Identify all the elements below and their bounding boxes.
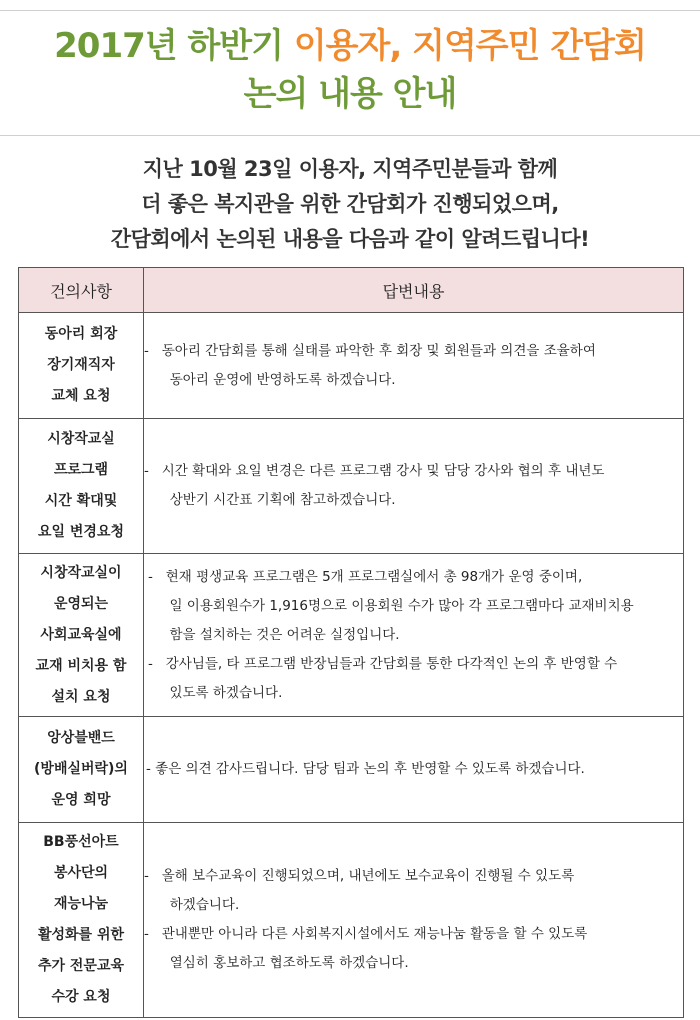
table-row — [19, 313, 684, 419]
answer-cell — [144, 823, 684, 1018]
qa-table — [18, 267, 684, 1018]
suggestion-line: 운영 희망 — [51, 792, 111, 808]
suggestion-line: 교체 요청 — [51, 388, 111, 404]
suggestion-cell — [19, 717, 144, 823]
answer-line: 상반기 시간표 기획에 참고하겠습니다. — [144, 492, 396, 508]
suggestion-cell — [19, 313, 144, 419]
suggestion-cell — [19, 823, 144, 1018]
suggestion-line: 시간 확대및 — [44, 493, 118, 509]
suggestion-cell — [19, 419, 144, 554]
header-answer: 답변내용 — [144, 268, 684, 313]
answer-line: - 올해 보수교육이 진행되었으며, 내년에도 보수교육이 진행될 수 있도록 — [144, 868, 575, 884]
answer-line: - 관내뿐만 아니라 다른 사회복지시설에서도 재능나눔 활동을 할 수 있도록 — [144, 926, 588, 942]
top-divider — [0, 10, 700, 11]
answer-line: - 강사님들, 타 프로그램 반장님들과 간담회를 통한 다각적인 논의 후 반영할 수 — [148, 655, 618, 672]
title-line-2: 논의 내용 안내 — [243, 74, 457, 114]
suggestion-line: 앙상블밴드 — [47, 730, 115, 746]
answer-line: 동아리 운영에 반영하도록 하겠습니다. — [144, 371, 396, 388]
answer-line: - 현재 평생교육 프로그램은 5개 프로그램실에서 총 98개가 운영 중이며, — [148, 568, 583, 585]
suggestion-line: (방배실버락)의 — [34, 761, 128, 777]
suggestion-line: 수강 요청 — [51, 989, 111, 1005]
page-title — [0, 22, 700, 118]
answer-cell — [144, 554, 684, 717]
header-suggestion: 건의사항 — [19, 268, 144, 313]
title-year-part: 2017년 하반기 — [54, 26, 294, 66]
suggestion-line: 동아리 회장 — [44, 326, 118, 342]
answer-line: - 좋은 의견 감사드립니다. 담당 팀과 논의 후 반영할 수 있도록 하겠습니다. — [146, 761, 585, 777]
suggestion-line: 요일 변경요청 — [37, 524, 125, 540]
suggestion-line: 봉사단의 — [53, 865, 109, 881]
answer-line: - 동아리 간담회를 통해 실태를 파악한 후 회장 및 회원들과 의견을 조율하여 — [144, 342, 596, 359]
table-header-row — [19, 268, 684, 313]
suggestion-line: 설치 요청 — [51, 688, 111, 705]
table-row — [19, 554, 684, 717]
answer-cell — [144, 313, 684, 419]
suggestion-cell — [19, 554, 144, 717]
intro-line: 더 좋은 복지관을 위한 간담회가 진행되었으며, — [141, 192, 559, 216]
table-row — [19, 823, 684, 1018]
suggestion-line: 운영되는 — [53, 595, 109, 612]
answer-line: - 시간 확대와 요일 변경은 다른 프로그램 강사 및 담당 강사와 협의 후 내년도 — [144, 463, 605, 479]
title-highlight-part: 이용자, 지역주민 간담회 — [293, 26, 646, 66]
table-row — [19, 717, 684, 823]
suggestion-line: 장기재직자 — [47, 357, 115, 373]
suggestion-line: 교재 비치용 함 — [35, 657, 127, 674]
suggestion-line: 시창작교실 — [47, 431, 115, 447]
suggestion-line: 추가 전문교육 — [37, 958, 125, 974]
suggestion-line: 시창작교실이 — [40, 564, 122, 581]
suggestion-line: 활성화를 위한 — [37, 927, 125, 943]
answer-line: 있도록 하겠습니다. — [148, 684, 283, 701]
suggestion-line: 사회교육실에 — [40, 626, 122, 643]
title-line-1 — [0, 22, 700, 70]
intro-line: 간담회에서 논의된 내용을 다음과 같이 알려드립니다! — [110, 227, 590, 251]
intro-text — [0, 152, 700, 257]
answer-line: 열심히 홍보하고 협조하도록 하겠습니다. — [144, 955, 409, 971]
answer-line: 일 이용회원수가 1,916명으로 이용회원 수가 많아 각 프로그램마다 교재비치용 — [148, 597, 634, 614]
suggestion-line: 프로그램 — [53, 462, 109, 478]
intro-line: 지난 10월 23일 이용자, 지역주민분들과 함께 — [142, 157, 558, 181]
answer-line: 함을 설치하는 것은 어려운 실정입니다. — [148, 626, 400, 643]
title-divider — [0, 135, 700, 136]
table-row — [19, 419, 684, 554]
answer-cell — [144, 419, 684, 554]
suggestion-line: 재능나눔 — [53, 896, 109, 912]
answer-cell — [144, 717, 684, 823]
answer-line: 하겠습니다. — [144, 897, 240, 913]
suggestion-line: BB풍선아트 — [43, 834, 119, 850]
